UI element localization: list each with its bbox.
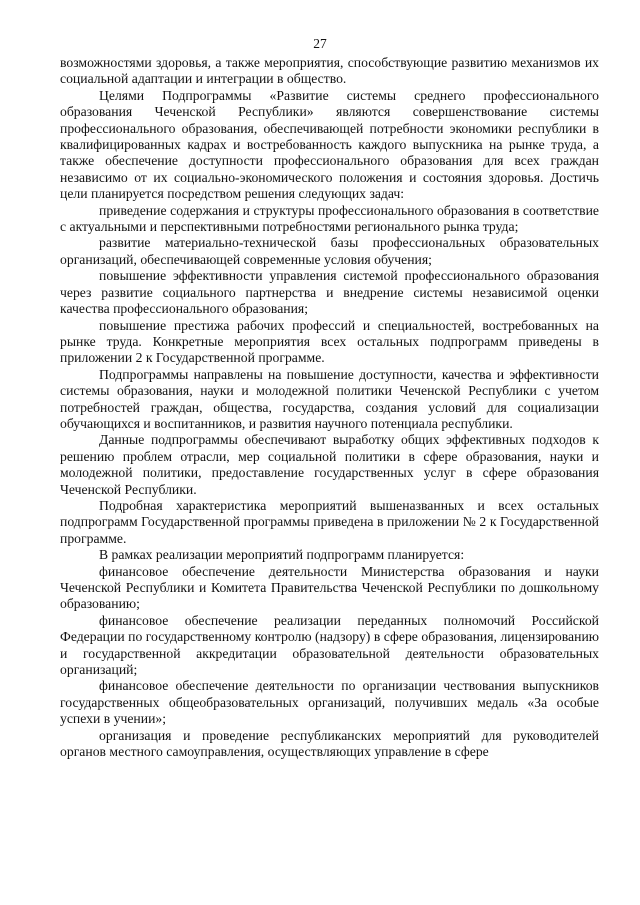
paragraph: финансовое обеспечение деятельности по организации чествования выпускников государственных общеобразовательных организаций, получивших медаль «За особые успехи в учении»; (60, 678, 599, 727)
paragraph: организация и проведение республиканских мероприятий для руководителей органов местного самоуправления, осуществляющих управление в сфере (60, 727, 599, 760)
paragraph: Целями Подпрограммы «Развитие системы среднего профессионального образования Чеченской Республики» являются совершенствование системы профессионального образования, обеспечивающей потребности экономики республики в квалифицированных кадрах и востребованность каждого выпускника на рынке труда, а также обеспечение доступности профессионального образования для всех граждан независимо от их социально-экономического положения и состояния здоровья. Достичь цели планируется посредством решения следующих задач: (60, 87, 599, 202)
paragraph: возможностями здоровья, а также мероприятия, способствующие развитию механизмов их социальной адаптации и интеграции в общество. (60, 55, 599, 87)
paragraph: повышение престижа рабочих профессий и специальностей, востребованных на рынке труда. Конкретные мероприятия всех остальных подпрограмм приведены в приложении 2 к Государственной программе. (60, 317, 599, 366)
document-body (60, 55, 599, 760)
paragraph: приведение содержания и структуры профессионального образования в соответствие с актуальными и перспективными потребностями регионального рынка труда; (60, 202, 599, 235)
paragraph: финансовое обеспечение реализации переданных полномочий Российской Федерации по государственному контролю (надзору) в сфере образования, лицензированию и государственной аккредитации образовательной деятельности образовательных организаций; (60, 612, 599, 678)
paragraph: Данные подпрограммы обеспечивают выработку общих эффективных подходов к решению проблем отрасли, мер социальной политики в сфере образования, науки и молодежной политики, предоставление государственных услуг в сфере образования Чеченской Республики. (60, 432, 599, 497)
paragraph: Подробная характеристика мероприятий вышеназванных и всех остальных подпрограмм Государственной программы приведена в приложении № 2 к Государственной программе. (60, 497, 599, 546)
paragraph: Подпрограммы направлены на повышение доступности, качества и эффективности системы образования, науки и молодежной политики Чеченской Республики с учетом потребностей граждан, общества, государства, создания условий для социализации обучающихся и воспитанников, и развития научного потенциала республики. (60, 366, 599, 431)
paragraph: развитие материально-технической базы профессиональных образовательных организаций, обеспечивающей современные условия обучения; (60, 235, 599, 267)
page-number: 27 (313, 36, 327, 51)
paragraph: повышение эффективности управления системой профессионального образования через развитие социального партнерства и внедрение системы независимой оценки качества профессионального образования; (60, 268, 599, 317)
paragraph: финансовое обеспечение деятельности Министерства образования и науки Чеченской Республики и Комитета Правительства Чеченской Республики по дошкольному образованию; (60, 563, 599, 612)
paragraph: В рамках реализации мероприятий подпрограмм планируется: (99, 547, 465, 563)
